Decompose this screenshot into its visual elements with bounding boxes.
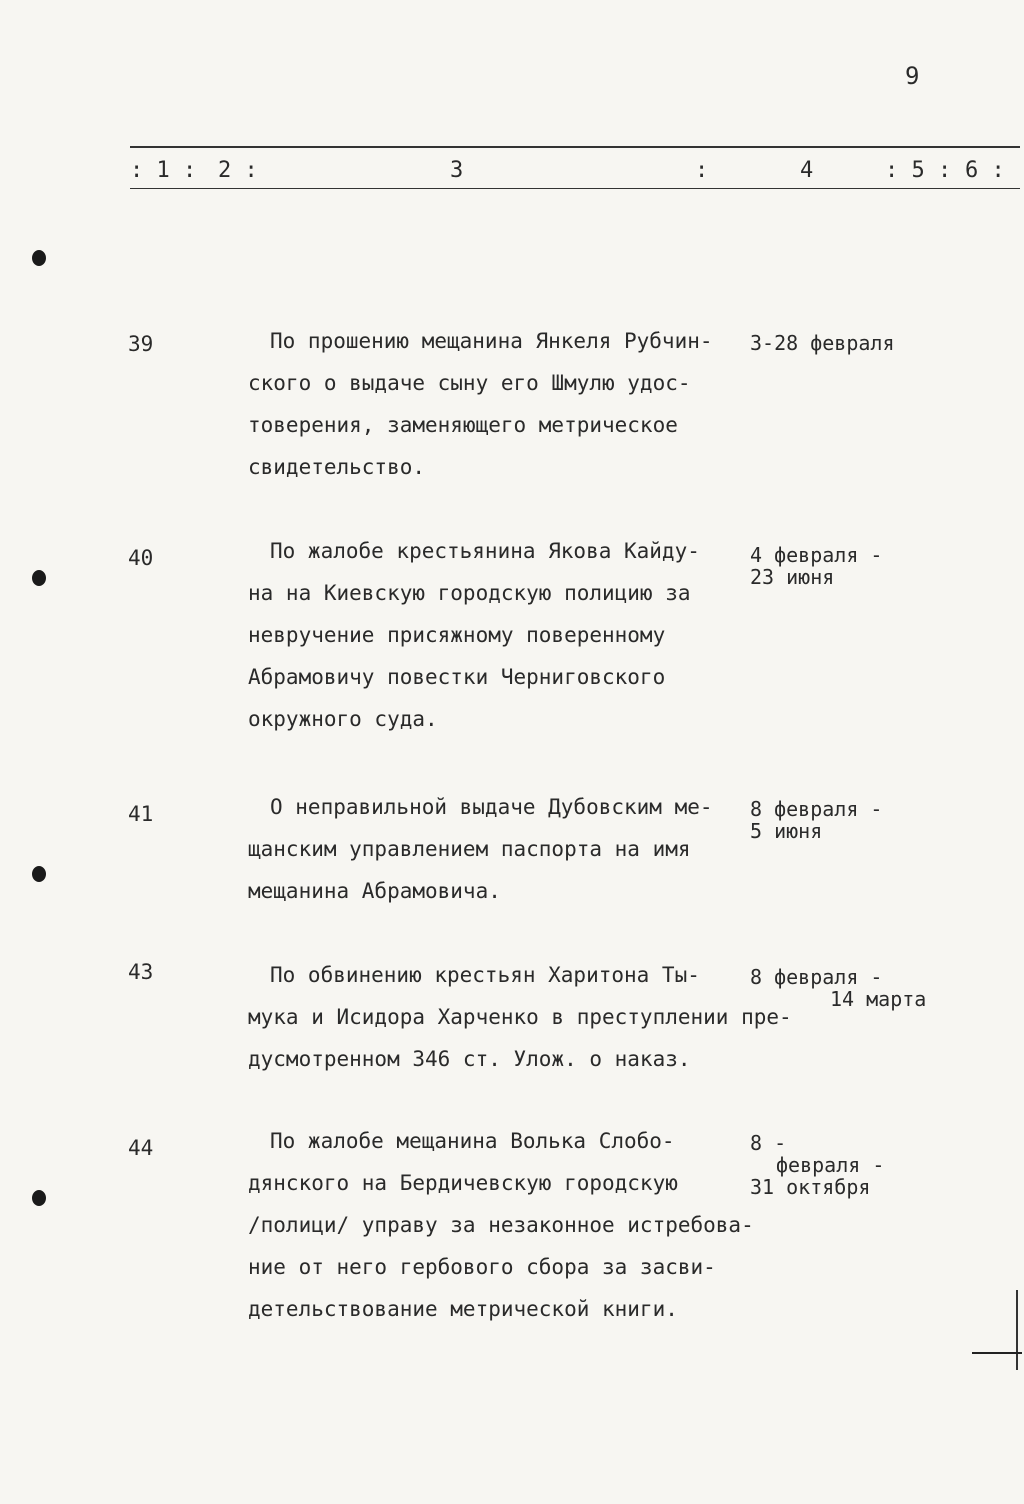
column-header-3: 3 bbox=[450, 158, 464, 183]
table-header-top-rule bbox=[130, 146, 1020, 148]
entry-dates: 4 февраля - 23 июня bbox=[750, 543, 883, 589]
column-header-5: : 5 : bbox=[885, 158, 952, 183]
entry-number: 44 bbox=[128, 1136, 154, 1160]
scan-edge-mark bbox=[1016, 1290, 1018, 1370]
entry-dates: 8 февраля - 5 июня bbox=[750, 797, 883, 843]
entry-description: О неправильной выдаче Дубовским ме- щанским управлением паспорта на имя мещанина Абрамовича. bbox=[248, 795, 713, 903]
entry-number: 40 bbox=[128, 546, 154, 570]
entry-number: 43 bbox=[128, 960, 154, 984]
column-header-6: 6 : bbox=[965, 158, 1005, 183]
column-separator: : bbox=[695, 158, 709, 183]
column-header-4: 4 bbox=[800, 158, 814, 183]
scan-edge-mark bbox=[972, 1352, 1022, 1354]
entry-number: 41 bbox=[128, 802, 154, 826]
entry-dates: 8 февраля - 14 марта bbox=[750, 965, 927, 1011]
binder-hole bbox=[32, 570, 46, 586]
binder-hole bbox=[32, 866, 46, 882]
entry-description: По жалобе мещанина Волька Слобо- дянского на Бердичевскую городскую /полици/ управу за незаконное истребова- ние от него гербового сбора за засви- детельствование метрической книги. bbox=[248, 1129, 754, 1321]
entry-number: 39 bbox=[128, 332, 154, 356]
table-header-bottom-rule bbox=[130, 188, 1020, 189]
column-header-2: 2 : bbox=[218, 158, 258, 183]
binder-hole bbox=[32, 1190, 46, 1206]
entry-dates: 8 - февраля - 31 октября bbox=[750, 1131, 885, 1199]
column-header-1: : 1 : bbox=[130, 158, 197, 183]
entry-dates: 3-28 февраля bbox=[750, 331, 895, 355]
binder-hole bbox=[32, 250, 46, 266]
entry-description: По прошению мещанина Янкеля Рубчин- ского о выдаче сыну его Шмулю удос- товерения, заменяющего метрическое свидетельство. bbox=[248, 329, 713, 479]
entry-description: По обвинению крестьян Харитона Ты- мука и Исидора Харченко в преступлении пре- дусмотренном 346 ст. Улож. о наказ. bbox=[248, 963, 792, 1071]
entry-description: По жалобе крестьянина Якова Кайду- на на Киевскую городскую полицию за невручение присяжному поверенному Абрамовичу повестки Черниговского окружного суда. bbox=[248, 539, 700, 731]
page-number: 9 bbox=[905, 62, 920, 90]
